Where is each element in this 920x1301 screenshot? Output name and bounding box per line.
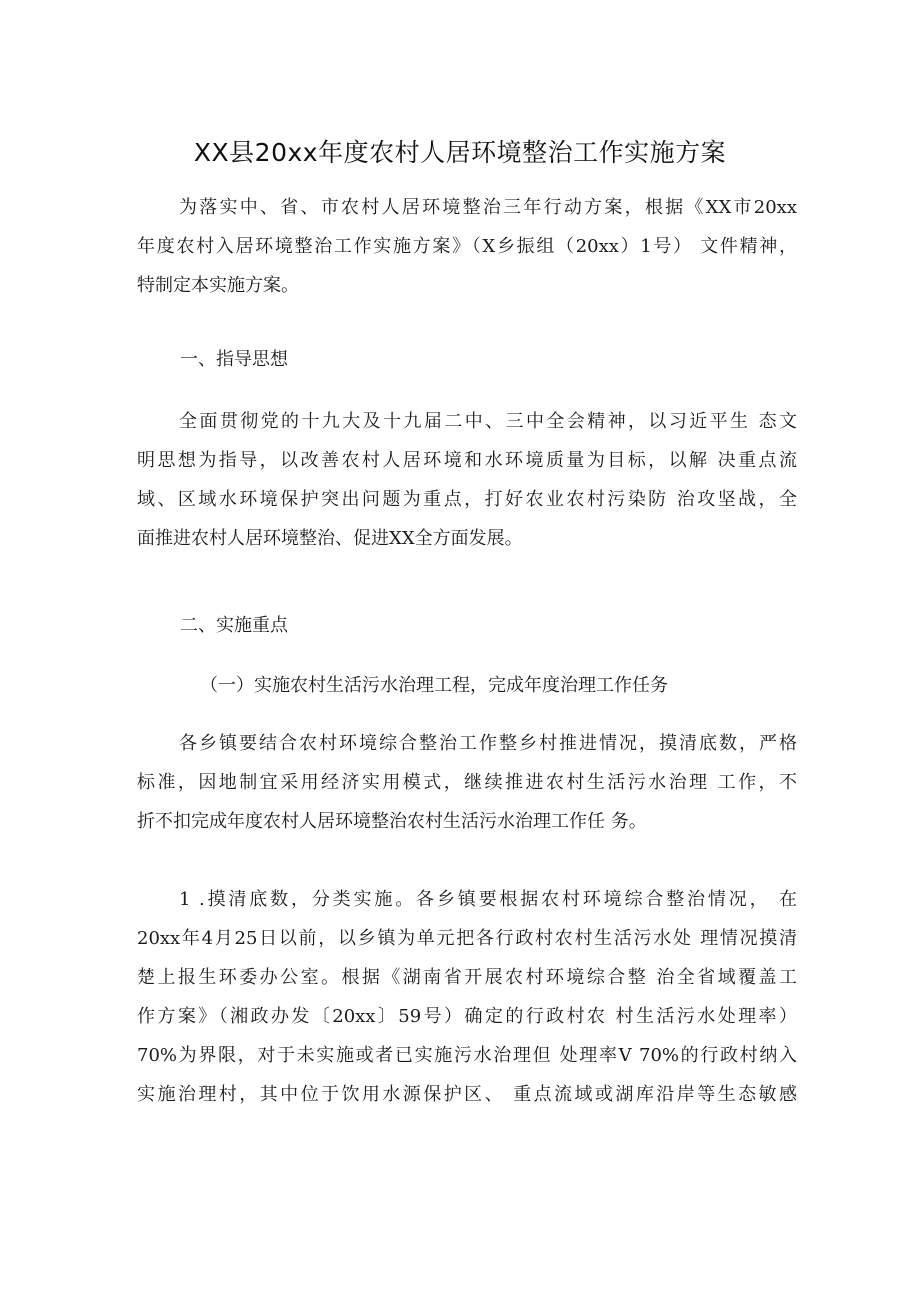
section-1-line-3: 域、区域水环境保护突出问题为重点，打好农业农村污染防 治攻坚战，全 bbox=[137, 489, 797, 510]
subsection-1-line-3: 折不扣完成年度农村人居环境整治农村生活污水治理工作任 务。 bbox=[137, 811, 647, 832]
section-1-line-1: 全面贯彻党的十九大及十九届二中、三中全会精神，以习近平生 态文 bbox=[179, 411, 797, 432]
section-1-heading: 一、指导思想 bbox=[180, 349, 288, 370]
section-1-line-2: 明思想为指导，以改善农村人居环境和水环境质量为目标，以解 决重点流 bbox=[137, 450, 797, 471]
item-1-line-2: 20xx年4月25日以前，以乡镇为单元把各行政村农村生活污水处 理情况摸清 bbox=[137, 928, 797, 949]
item-1-line-5: 70%为界限，对于未实施或者已实施污水治理但 处理率V 70%的行政村纳入 bbox=[137, 1045, 797, 1066]
subsection-1-line-1: 各乡镇要结合农村环境综合整治工作整乡村推进情况，摸清底数，严格 bbox=[179, 733, 797, 754]
document-title: XX县20xx年度农村人居环境整治工作实施方案 bbox=[193, 138, 727, 167]
subsection-1-paragraph bbox=[137, 724, 797, 841]
item-1-paragraph bbox=[137, 880, 797, 1114]
section-1-line-4: 面推进农村人居环境整治、促进XX全方面发展。 bbox=[137, 528, 523, 549]
item-1-line-1: 1 .摸清底数，分类实施。各乡镇要根据农村环境综合整治情况， 在 bbox=[179, 889, 797, 910]
intro-paragraph bbox=[137, 188, 797, 305]
subsection-1-line-2: 标准，因地制宜采用经济实用模式，继续推进农村生活污水治理 工作，不 bbox=[137, 772, 797, 793]
item-1-line-4: 作方案》（湘政办发〔20xx〕59号）确定的行政村农 村生活污水处理率） bbox=[137, 1006, 797, 1027]
intro-line-3: 特制定本实施方案。 bbox=[137, 275, 299, 296]
subsection-1-heading: （一）实施农村生活污水治理工程，完成年度治理工作任务 bbox=[200, 675, 668, 696]
item-1-line-3: 楚上报生环委办公室。根据《湖南省开展农村环境综合整 治全省域覆盖工 bbox=[137, 967, 797, 988]
intro-line-1: 为落实中、省、市农村人居环境整治三年行动方案，根据《XX市20xx bbox=[179, 197, 797, 218]
intro-line-2: 年度农村入居环境整治工作实施方案》（X乡振组（20xx）1号） 文件精神， bbox=[137, 236, 797, 257]
section-2-heading: 二、实施重点 bbox=[180, 615, 288, 636]
section-1-paragraph bbox=[137, 402, 797, 558]
item-1-line-6: 实施治理村，其中位于饮用水源保护区、 重点流域或湖库沿岸等生态敏感 bbox=[137, 1084, 797, 1105]
